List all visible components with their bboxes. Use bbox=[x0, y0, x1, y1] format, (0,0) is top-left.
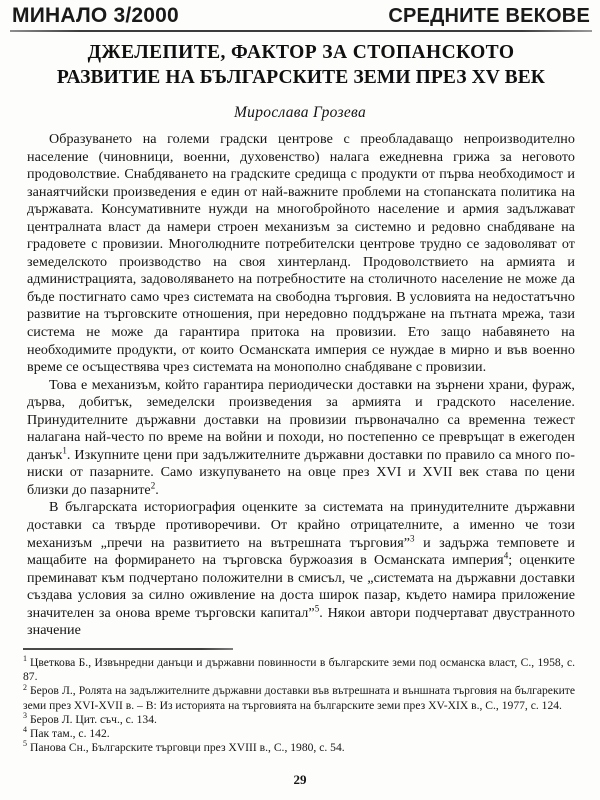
body-paragraph-3 bbox=[27, 499, 575, 639]
footnote-ref-3[interactable]: 3 bbox=[410, 532, 415, 543]
footnote-marker-2[interactable]: 2 bbox=[23, 682, 27, 692]
footnote-marker-4[interactable]: 4 bbox=[23, 725, 27, 735]
article-title-line-2: РАЗВИТИЕ НА БЪЛГАРСКИТЕ ЗЕМИ ПРЕЗ XV ВЕК bbox=[56, 67, 546, 88]
body-paragraph-2-text-b: . Изкупните цени при задължителните държавни доставки по правило са много по-ниски от пазарните. Само изкупуването на овце през XVI и XVII век става по цени близки до пазарните bbox=[27, 446, 575, 498]
footnote-ref-5[interactable]: 5 bbox=[314, 603, 320, 614]
article-title bbox=[22, 40, 580, 90]
footnote-item bbox=[23, 656, 575, 684]
page-number: 29 bbox=[293, 772, 307, 787]
body-paragraph-3-text-c: ; оценките преминават към подчертано положителни в смисъл, че „системата на държавни доставки създава условия за силно оживление на доста широк пазар, където намира приложение значителен за онова време търговски капитал” bbox=[27, 552, 575, 621]
article-title-line-1: ДЖЕЛЕПИТЕ, ФАКТОР ЗА СТОПАНСКОТО bbox=[87, 42, 515, 63]
footnote-ref-2[interactable]: 2 bbox=[150, 480, 156, 491]
running-head bbox=[12, 4, 590, 28]
footnote-marker-1[interactable]: 1 bbox=[23, 654, 27, 664]
footnote-list bbox=[23, 656, 575, 755]
footnote-marker-5[interactable]: 5 bbox=[23, 739, 27, 749]
footnote-text: Цветкова Б., Извънредни данъци и държавни повинности в българските земи под османска власт, С., 1958, с. 87. bbox=[23, 656, 575, 684]
footnote-item bbox=[23, 727, 575, 741]
footnote-marker-3[interactable]: 3 bbox=[23, 710, 27, 720]
footnote-text: Беров Л., Ролята на задължителните държавни доставки във вътрешната и външната търговия на българеките земи през XVI-XVII в. – В: Из историята на търговията на българските земи през XV-XIX в., С., 1977, с. 124. bbox=[23, 684, 575, 712]
article-author: Мирослава Грозева bbox=[233, 104, 367, 121]
body-paragraph-3-text-a: В българската историография оценките за системата на принудителните държавни доставки са твърде противоречиви. От крайно отрицателните, а именно че този механизъм „пречи на развитието на вътрешната търговия” bbox=[27, 499, 575, 551]
footnote-ref-4[interactable]: 4 bbox=[503, 550, 509, 561]
footnote-text: Панова Сн., Българските търговци през XVIII в., С., 1980, с. 54. bbox=[30, 741, 345, 755]
footnote-item bbox=[23, 710, 575, 727]
body-paragraph-2 bbox=[27, 377, 575, 500]
body-paragraph-2-text-c: . bbox=[155, 481, 159, 498]
footnote-separator-rule bbox=[23, 648, 233, 650]
footnote-text: Беров Л. Цит. съч., с. 134. bbox=[30, 712, 157, 726]
body-paragraph-3-text-b: и задържа темповете и мащабите на формирането на търговска буржоазия в Османската империя bbox=[27, 534, 575, 569]
body-paragraph-2-text-a: Това е механизъм, който гарантира периодически доставки на зърнени храни, фураж, дърва, добитък, земеделски произведения за армията и градското население. Принудителните държавни доставки на провизии първоначално са временна тежест налагана най-често по време на войни и походи, но постепенно се превръщат в ежегоден данък bbox=[27, 376, 575, 463]
footnote-text: Пак там., с. 142. bbox=[30, 727, 110, 741]
header-rule bbox=[10, 30, 592, 32]
running-head-left: МИНАЛО 3/2000 bbox=[12, 4, 179, 27]
body-paragraph-1: Образуването на големи градски центрове с преобладаващо непроизводително население (чиновници, военни, духовенство) налага ежедневна грижа за неговото продоволствие. Снабдяването на градските средища с продукти от първа необходимост и занаятчийски произведения е един от най-важните проблеми на стопанската политика на държавата. Консумативните нужди на многобройното население и армия задължават централната власт да намери строен механизъм за системно и редовно снабдяване на градовете с провизии. Многолюдните потребителски центрове трудно се задоволяват от земеделското производство на своя хинтерланд. Продоволствието на армията и администрацията, задоволяването на потребностите на столичното население не може да бъде постигнато само чрез системата на свободна търговия. В условията на недостатъчно развитие на търговските отношения, при нередовно поддържане на пътната мрежа, тази система не може да гарантира притока на провизии. Ето защо набавянето на необходимите продукти, от които Османската империя се нуждае в мирно и във военно време се осъществява чрез системата на монополно снабдяване с провизии. bbox=[27, 131, 575, 376]
footnote-ref-1[interactable]: 1 bbox=[62, 445, 67, 456]
footnote-item bbox=[23, 741, 575, 755]
body-paragraph-3-text-d: . Някои автори подчертават двустранното значение bbox=[27, 604, 575, 639]
article-body bbox=[27, 131, 575, 640]
running-head-right: СРЕДНИТЕ ВЕКОВЕ bbox=[388, 5, 590, 27]
footnote-item bbox=[23, 684, 575, 712]
